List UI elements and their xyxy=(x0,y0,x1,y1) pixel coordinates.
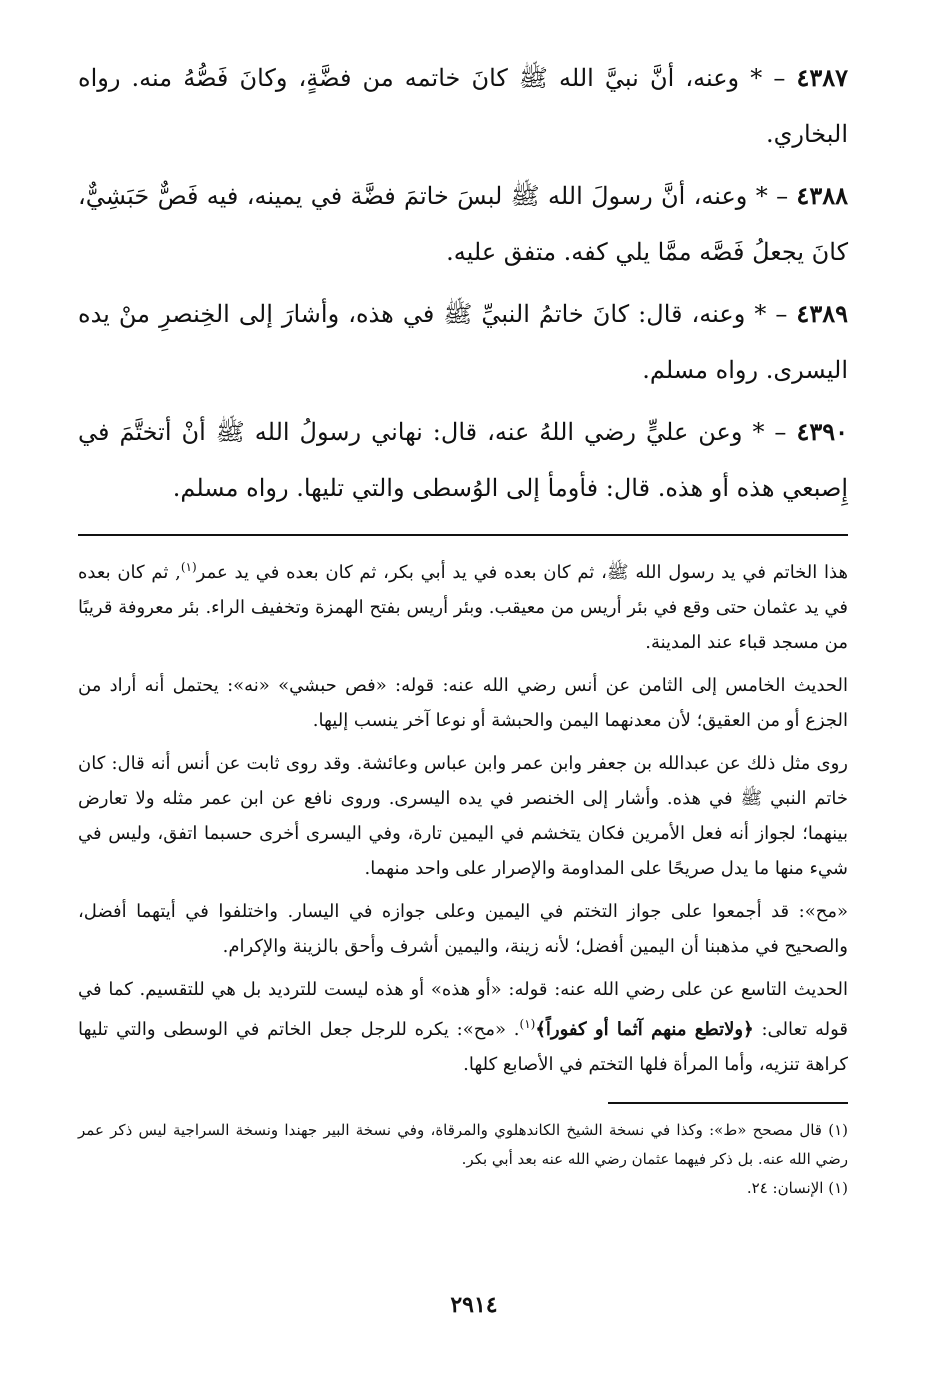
hadith-number: ٤٣٨٧ xyxy=(796,63,848,92)
page-body xyxy=(78,50,848,1203)
commentary-paragraph xyxy=(78,668,848,738)
hadith-4389 xyxy=(78,286,848,398)
commentary-text: روى مثل ذلك عن عبدالله بن جعفر وابن عمر وابن عباس وعائشة. وقد روى ثابت عن أنس أنه قال: كان خاتم النبي ﷺ في هذه. وأشار إلى الخنصر في يده اليسرى. وروى نافع عن ابن عمر مثله ولا تعارض بينهما؛ لجواز أنه فعل الأمرين فكان يتخشم في اليمين تارة، وفي اليسرى أخرى حسبما اتفق، وليس في شيء منها ما يدل صريحًا على المداومة والإصرار على واحد منهما. xyxy=(78,753,848,879)
hadith-4390 xyxy=(78,404,848,516)
commentary-paragraph xyxy=(78,894,848,964)
footnote-marker: (١) xyxy=(519,1017,536,1031)
commentary-text: الحديث التاسع عن على رضي الله عنه: قوله: «أو هذه» أو هذه ليست للترديد بل هي للتقسيم. كما في قوله تعالى: xyxy=(78,979,848,1040)
commentary-paragraph xyxy=(78,550,848,660)
hadith-number: ٤٣٩٠ xyxy=(796,417,848,446)
commentary-text: , ثم كان بعده في يد عثمان حتى وقع في بئر أريس من معيقب. وبئر أريس بفتح الهمزة وتخفيف الراء. بئر معروفة قريبًا من مسجد قباء عند المدينة. xyxy=(78,562,848,653)
commentary-paragraph: الحديث التاسع عن على رضي الله عنه: قوله: «أو هذه» أو هذه ليست للترديد بل هي للتقسيم. كما في قوله تعالى: ﴿ولاتطع منهم آثما أو كفوراً﴾$^{(١)}$. «مح»: يكره للرجل جعل الخاتم في الوسطى والتي تليها كراهة تنزيه، وأما المرأة فلها التختم في الأصابع كلها. xyxy=(78,979,848,1075)
commentary-paragraph xyxy=(78,746,848,886)
main-text-divider xyxy=(78,534,848,536)
hadith-4387 xyxy=(78,50,848,162)
page-number: ٢٩١٤ xyxy=(450,1292,498,1318)
footnote-divider xyxy=(608,1102,848,1104)
commentary-text: الحديث الخامس إلى الثامن عن أنس رضي الله عنه: قوله: «فص حبشي» «نه»: يحتمل أنه أراد من الجزع أو من العقيق؛ لأن معدنهما اليمن والحبشة أو نوعا آخر ينسب إليها. xyxy=(78,675,848,731)
hadith-4388 xyxy=(78,168,848,280)
commentary-text: «مح»: يكره للرجل جعل الخاتم في الوسطى والتي تليها كراهة تنزيه، وأما المرأة فلها التختم في الأصابع كلها. xyxy=(78,1019,848,1075)
commentary-text: هذا الخاتم في يد رسول الله ﷺ، ثم كان بعده في يد أبي بكر، ثم كان بعده في يد عمر xyxy=(196,562,848,583)
commentary-text: «مح»: قد أجمعوا على جواز التختم في اليمين وعلى جوازه في اليسار. واختلفوا في أيتهما أفضل، والصحيح في مذهبنا أن اليمين أفضل؛ لأنه زينة، واليمين أشرف وأحق بالزينة والإكرام. xyxy=(78,901,848,957)
hadith-number: ٤٣٨٩ xyxy=(796,299,848,328)
hadith-number: ٤٣٨٨ xyxy=(796,181,848,210)
hadith-text: – * وعنه، أنَّ رسولَ الله ﷺ لبسَ خاتمَ فضَّة في يمينه، فيه فَصٌّ حَبَشِيٌّ، كانَ يجعلُ فَصَّه ممَّا يلي كفه. متفق عليه. xyxy=(78,182,848,266)
hadith-text: – * وعنه، قال: كانَ خاتمُ النبيِّ ﷺ في هذه، وأشارَ إلى الخِنصرِ منْ يده اليسرى. رواه مسلم. xyxy=(78,300,848,384)
footnote: (١) الإنسان: ٢٤. xyxy=(746,1179,848,1197)
footnote: (١) قال مصحح «ط»: وكذا في نسخة الشيخ الكاندهلوي والمرقاة، وفي نسخة البير جهندا ونسخة السراجية ليس ذكر عمر رضي الله عنه. بل ذكر فيهما عثمان رضي الله عنه بعد أبي بكر. xyxy=(78,1121,848,1168)
hadith-text: – * وعن عليٍّ رضي اللهُ عنه، قال: نهاني رسولُ الله ﷺ أنْ أتختَّمَ في إِصبعي هذه أو هذه. قال: فأومأ إلى الوُسطى والتي تليها. رواه مسلم. xyxy=(78,418,848,502)
quran-quote: ﴿ولاتطع منهم آثما أو كفوراً﴾ xyxy=(535,1019,754,1040)
hadith-text: – * وعنه، أنَّ نبيَّ الله ﷺ كانَ خاتمه من فضَّةٍ، وكانَ فَصُّهُ منه. رواه البخاري. xyxy=(78,64,848,148)
footnote-marker: (١) xyxy=(180,560,197,574)
